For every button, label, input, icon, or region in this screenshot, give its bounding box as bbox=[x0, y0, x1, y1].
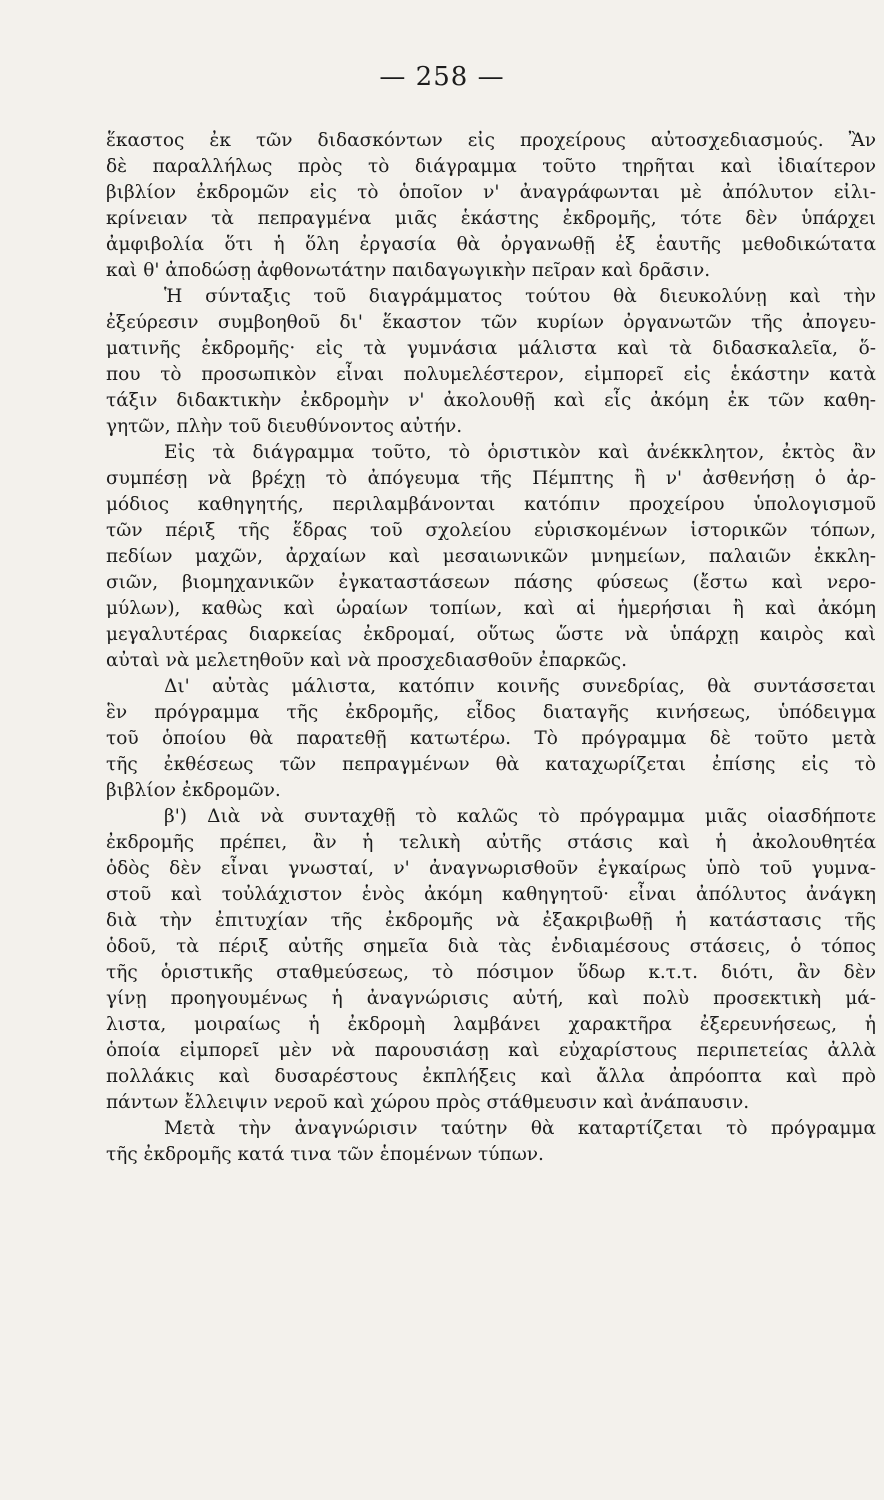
text-line: ὁποία εἰμπορεῖ μὲν νὰ παρουσιάσῃ καὶ εὐχαρίστους περιπετείας ἀλλὰ bbox=[106, 1040, 876, 1061]
text-line: σιῶν, βιομηχανικῶν ἐγκαταστάσεων πάσης φύσεως (ἔστω καὶ νερο- bbox=[106, 572, 876, 593]
text-line: ἐξεύρεσιν συμβοηθοῦ δι' ἕκαστον τῶν κυρίων ὀργανωτῶν τῆς ἀπογευ- bbox=[106, 312, 876, 333]
text-line: πάντων ἔλλειψιν νεροῦ καὶ χώρου πρὸς στάθμευσιν καὶ ἀνάπαυσιν. bbox=[106, 1092, 750, 1113]
text-line: ἐκδρομῆς πρέπει, ἂν ἡ τελικὴ αὐτῆς στάσις καὶ ἡ ἀκολουθητέα bbox=[106, 832, 876, 853]
text-line: ὁδοῦ, τὰ πέριξ αὐτῆς σημεῖα διὰ τὰς ἐνδιαμέσους στάσεις, ὁ τόπος bbox=[106, 936, 876, 957]
text-line: αὐταὶ νὰ μελετηθοῦν καὶ νὰ προσχεδιασθοῦν ἐπαρκῶς. bbox=[106, 650, 628, 671]
page-number: — 258 — bbox=[379, 62, 505, 92]
text-line: τοῦ ὁποίου θὰ παρατεθῇ κατωτέρω. Τὸ πρόγραμμα δὲ τοῦτο μετὰ bbox=[106, 728, 876, 749]
text-line: κρίνειαν τὰ πεπραγμένα μιᾶς ἑκάστης ἐκδρομῆς, τότε δὲν ὑπάρχει bbox=[106, 208, 876, 229]
body-text bbox=[106, 128, 876, 1168]
text-line: ματινῆς ἐκδρομῆς· εἰς τὰ γυμνάσια μάλιστα καὶ τὰ διδασκαλεῖα, ὅ- bbox=[106, 338, 876, 359]
text-line: ἓν πρόγραμμα τῆς ἐκδρομῆς, εἶδος διαταγῆς κινήσεως, ὑπόδειγμα bbox=[106, 702, 876, 723]
text-line: τῆς ὁριστικῆς σταθμεύσεως, τὸ πόσιμον ὕδωρ κ.τ.τ. διότι, ἂν δὲν bbox=[106, 962, 876, 983]
text-line: Μετὰ τὴν ἀναγνώρισιν ταύτην θὰ καταρτίζεται τὸ πρόγραμμα bbox=[164, 1118, 876, 1139]
text-line: μεγαλυτέρας διαρκείας ἐκδρομαί, οὕτως ὥστε νὰ ὑπάρχῃ καιρὸς καὶ bbox=[106, 624, 876, 645]
text-line: ὁδὸς δὲν εἶναι γνωσταί, ν' ἀναγνωρισθοῦν ἐγκαίρως ὑπὸ τοῦ γυμνα- bbox=[106, 858, 876, 879]
text-line: δὲ παραλλήλως πρὸς τὸ διάγραμμα τοῦτο τηρῆται καὶ ἰδιαίτερον bbox=[106, 156, 876, 177]
text-line: Εἰς τὰ διάγραμμα τοῦτο, τὸ ὁριστικὸν καὶ ἀνέκκλητον, ἐκτὸς ἂν bbox=[164, 442, 876, 463]
text-line: βιβλίον ἐκδρομῶν εἰς τὸ ὁποῖον ν' ἀναγράφωνται μὲ ἀπόλυτον εἰλι- bbox=[106, 182, 876, 203]
text-line: γητῶν, πλὴν τοῦ διευθύνοντος αὐτήν. bbox=[106, 416, 463, 437]
text-line: μύλων), καθὼς καὶ ὡραίων τοπίων, καὶ αἱ ἡμερήσιαι ἢ καὶ ἀκόμη bbox=[106, 598, 876, 619]
text-line: ἕκαστος ἐκ τῶν διδασκόντων εἰς προχείρους αὐτοσχεδιασμούς. Ἂν bbox=[106, 130, 876, 151]
text-line: τῶν πέριξ τῆς ἕδρας τοῦ σχολείου εὑρισκομένων ἱστορικῶν τόπων, bbox=[106, 520, 876, 541]
text-line: βιβλίον ἐκδρομῶν. bbox=[106, 780, 281, 801]
text-line: πεδίων μαχῶν, ἀρχαίων καὶ μεσαιωνικῶν μνημείων, παλαιῶν ἐκκλη- bbox=[106, 546, 876, 567]
text-line: μόδιος καθηγητής, περιλαμβάνονται κατόπιν προχείρου ὑπολογισμοῦ bbox=[106, 494, 876, 515]
text-line: ἀμφιβολία ὅτι ἡ ὅλη ἐργασία θὰ ὀργανωθῇ ἐξ ἑαυτῆς μεθοδικώτατα bbox=[106, 234, 876, 255]
text-line: Ἡ σύνταξις τοῦ διαγράμματος τούτου θὰ διευκολύνῃ καὶ τὴν bbox=[164, 286, 876, 307]
text-line: Δι' αὐτὰς μάλιστα, κατόπιν κοινῆς συνεδρίας, θὰ συντάσσεται bbox=[164, 676, 876, 697]
text-line: συμπέσῃ νὰ βρέχῃ τὸ ἀπόγευμα τῆς Πέμπτης ἢ ν' ἀσθενήσῃ ὁ ἀρ- bbox=[106, 468, 876, 489]
text-line: διὰ τὴν ἐπιτυχίαν τῆς ἐκδρομῆς νὰ ἐξακριβωθῇ ἡ κατάστασις τῆς bbox=[106, 910, 876, 931]
text-line: γίνῃ προηγουμένως ἡ ἀναγνώρισις αὐτή, καὶ πολὺ προσεκτικὴ μά- bbox=[106, 988, 876, 1009]
text-line: τάξιν διδακτικὴν ἐκδρομὴν ν' ἀκολουθῇ καὶ εἷς ἀκόμη ἐκ τῶν καθη- bbox=[106, 390, 876, 411]
text-line: που τὸ προσωπικὸν εἶναι πολυμελέστερον, εἰμπορεῖ εἰς ἑκάστην κατὰ bbox=[106, 364, 876, 385]
text-line: β') Διὰ νὰ συνταχθῇ τὸ καλῶς τὸ πρόγραμμα μιᾶς οἱασδήποτε bbox=[164, 806, 876, 827]
text-line: λιστα, μοιραίως ἡ ἐκδρομὴ λαμβάνει χαρακτῆρα ἐξερευνήσεως, ἡ bbox=[106, 1014, 876, 1035]
text-line: στοῦ καὶ τοὐλάχιστον ἑνὸς ἀκόμη καθηγητοῦ· εἶναι ἀπόλυτος ἀνάγκη bbox=[106, 884, 876, 905]
text-line: καὶ θ' ἀποδώσῃ ἀφθονωτάτην παιδαγωγικὴν πεῖραν καὶ δρᾶσιν. bbox=[106, 260, 711, 281]
text-line: τῆς ἐκθέσεως τῶν πεπραγμένων θὰ καταχωρίζεται ἐπίσης εἰς τὸ bbox=[106, 754, 876, 775]
text-line: πολλάκις καὶ δυσαρέστους ἐκπλήξεις καὶ ἄλλα ἀπρόοπτα καὶ πρὸ bbox=[106, 1066, 876, 1087]
text-line: τῆς ἐκδρομῆς κατά τινα τῶν ἑπομένων τύπων. bbox=[106, 1144, 544, 1165]
